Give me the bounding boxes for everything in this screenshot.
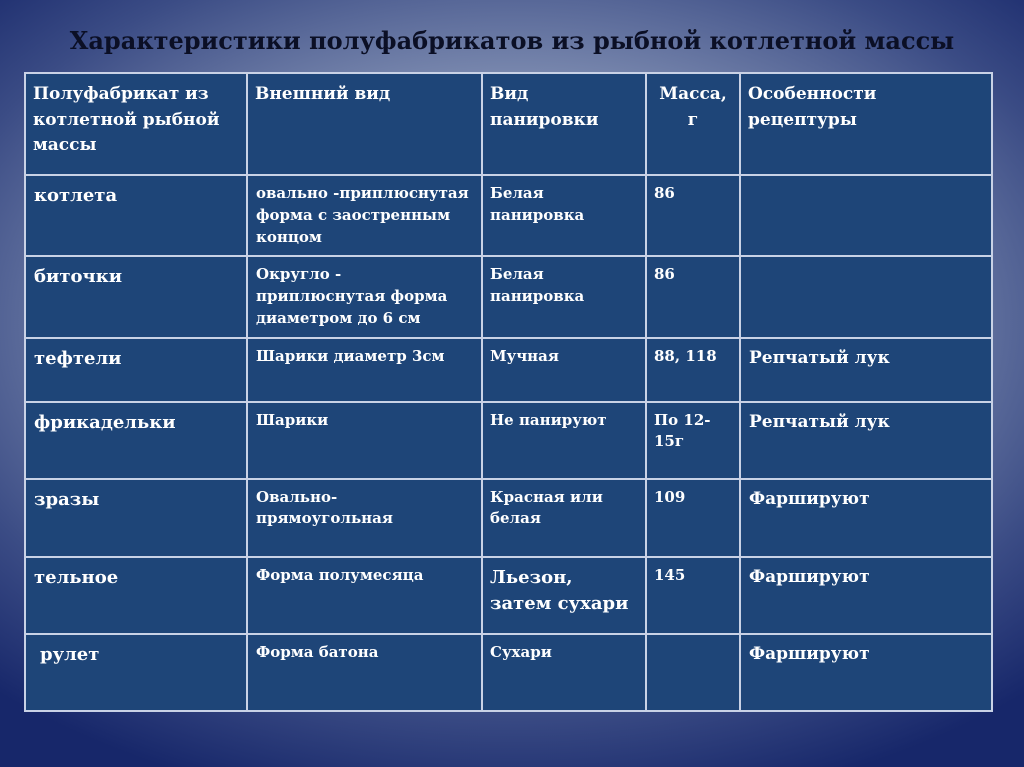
cell-mass: 145 (646, 557, 740, 634)
table-row (25, 256, 992, 337)
cell-product: тельное (25, 557, 247, 634)
cell-product: биточки (25, 256, 247, 337)
cell-recipe (740, 256, 992, 337)
cell-recipe: Фаршируют (740, 634, 992, 711)
header-breading: Вид панировки (482, 73, 646, 175)
cell-recipe (740, 175, 992, 256)
cell-recipe: Фаршируют (740, 479, 992, 557)
table-row (25, 634, 992, 711)
cell-product: котлета (25, 175, 247, 256)
cell-product: тефтели (25, 338, 247, 402)
header-appearance: Внешний вид (247, 73, 482, 175)
cell-recipe: Репчатый лук (740, 338, 992, 402)
cell-breading: Белая панировка (482, 175, 646, 256)
table-row (25, 175, 992, 256)
cell-mass (646, 634, 740, 711)
cell-mass: По 12-15г (646, 402, 740, 479)
header-mass: Масса, г (646, 73, 740, 175)
cell-appearance: Округло - приплюснутая форма диаметром до 6 см (247, 256, 482, 337)
cell-appearance: Форма полумесяца (247, 557, 482, 634)
cell-appearance: Шарики (247, 402, 482, 479)
page-title: Характеристики полуфабрикатов из рыбной котлетной массы (69, 26, 955, 55)
cell-breading: Не панируют (482, 402, 646, 479)
characteristics-table (24, 72, 993, 712)
cell-mass: 86 (646, 256, 740, 337)
cell-mass: 88, 118 (646, 338, 740, 402)
cell-product: фрикадельки (25, 402, 247, 479)
cell-mass: 86 (646, 175, 740, 256)
cell-recipe: Репчатый лук (740, 402, 992, 479)
cell-breading: Сухари (482, 634, 646, 711)
cell-appearance: Форма батона (247, 634, 482, 711)
cell-appearance: Шарики диаметр 3см (247, 338, 482, 402)
cell-breading: Красная или белая (482, 479, 646, 557)
cell-product: зразы (25, 479, 247, 557)
header-recipe: Особенности рецептуры (740, 73, 992, 175)
table-header-row (25, 73, 992, 175)
cell-mass: 109 (646, 479, 740, 557)
cell-breading: Белая панировка (482, 256, 646, 337)
header-product: Полуфабрикат из котлетной рыбной массы (25, 73, 247, 175)
table-row (25, 479, 992, 557)
table-row (25, 338, 992, 402)
cell-recipe: Фаршируют (740, 557, 992, 634)
cell-breading: Льезон, затем сухари (482, 557, 646, 634)
table-row (25, 557, 992, 634)
cell-product: рулет (25, 634, 247, 711)
table-row (25, 402, 992, 479)
cell-appearance: Овально-прямоугольная (247, 479, 482, 557)
cell-breading: Мучная (482, 338, 646, 402)
cell-appearance: овально -приплюснутая форма с заостренным концом (247, 175, 482, 256)
